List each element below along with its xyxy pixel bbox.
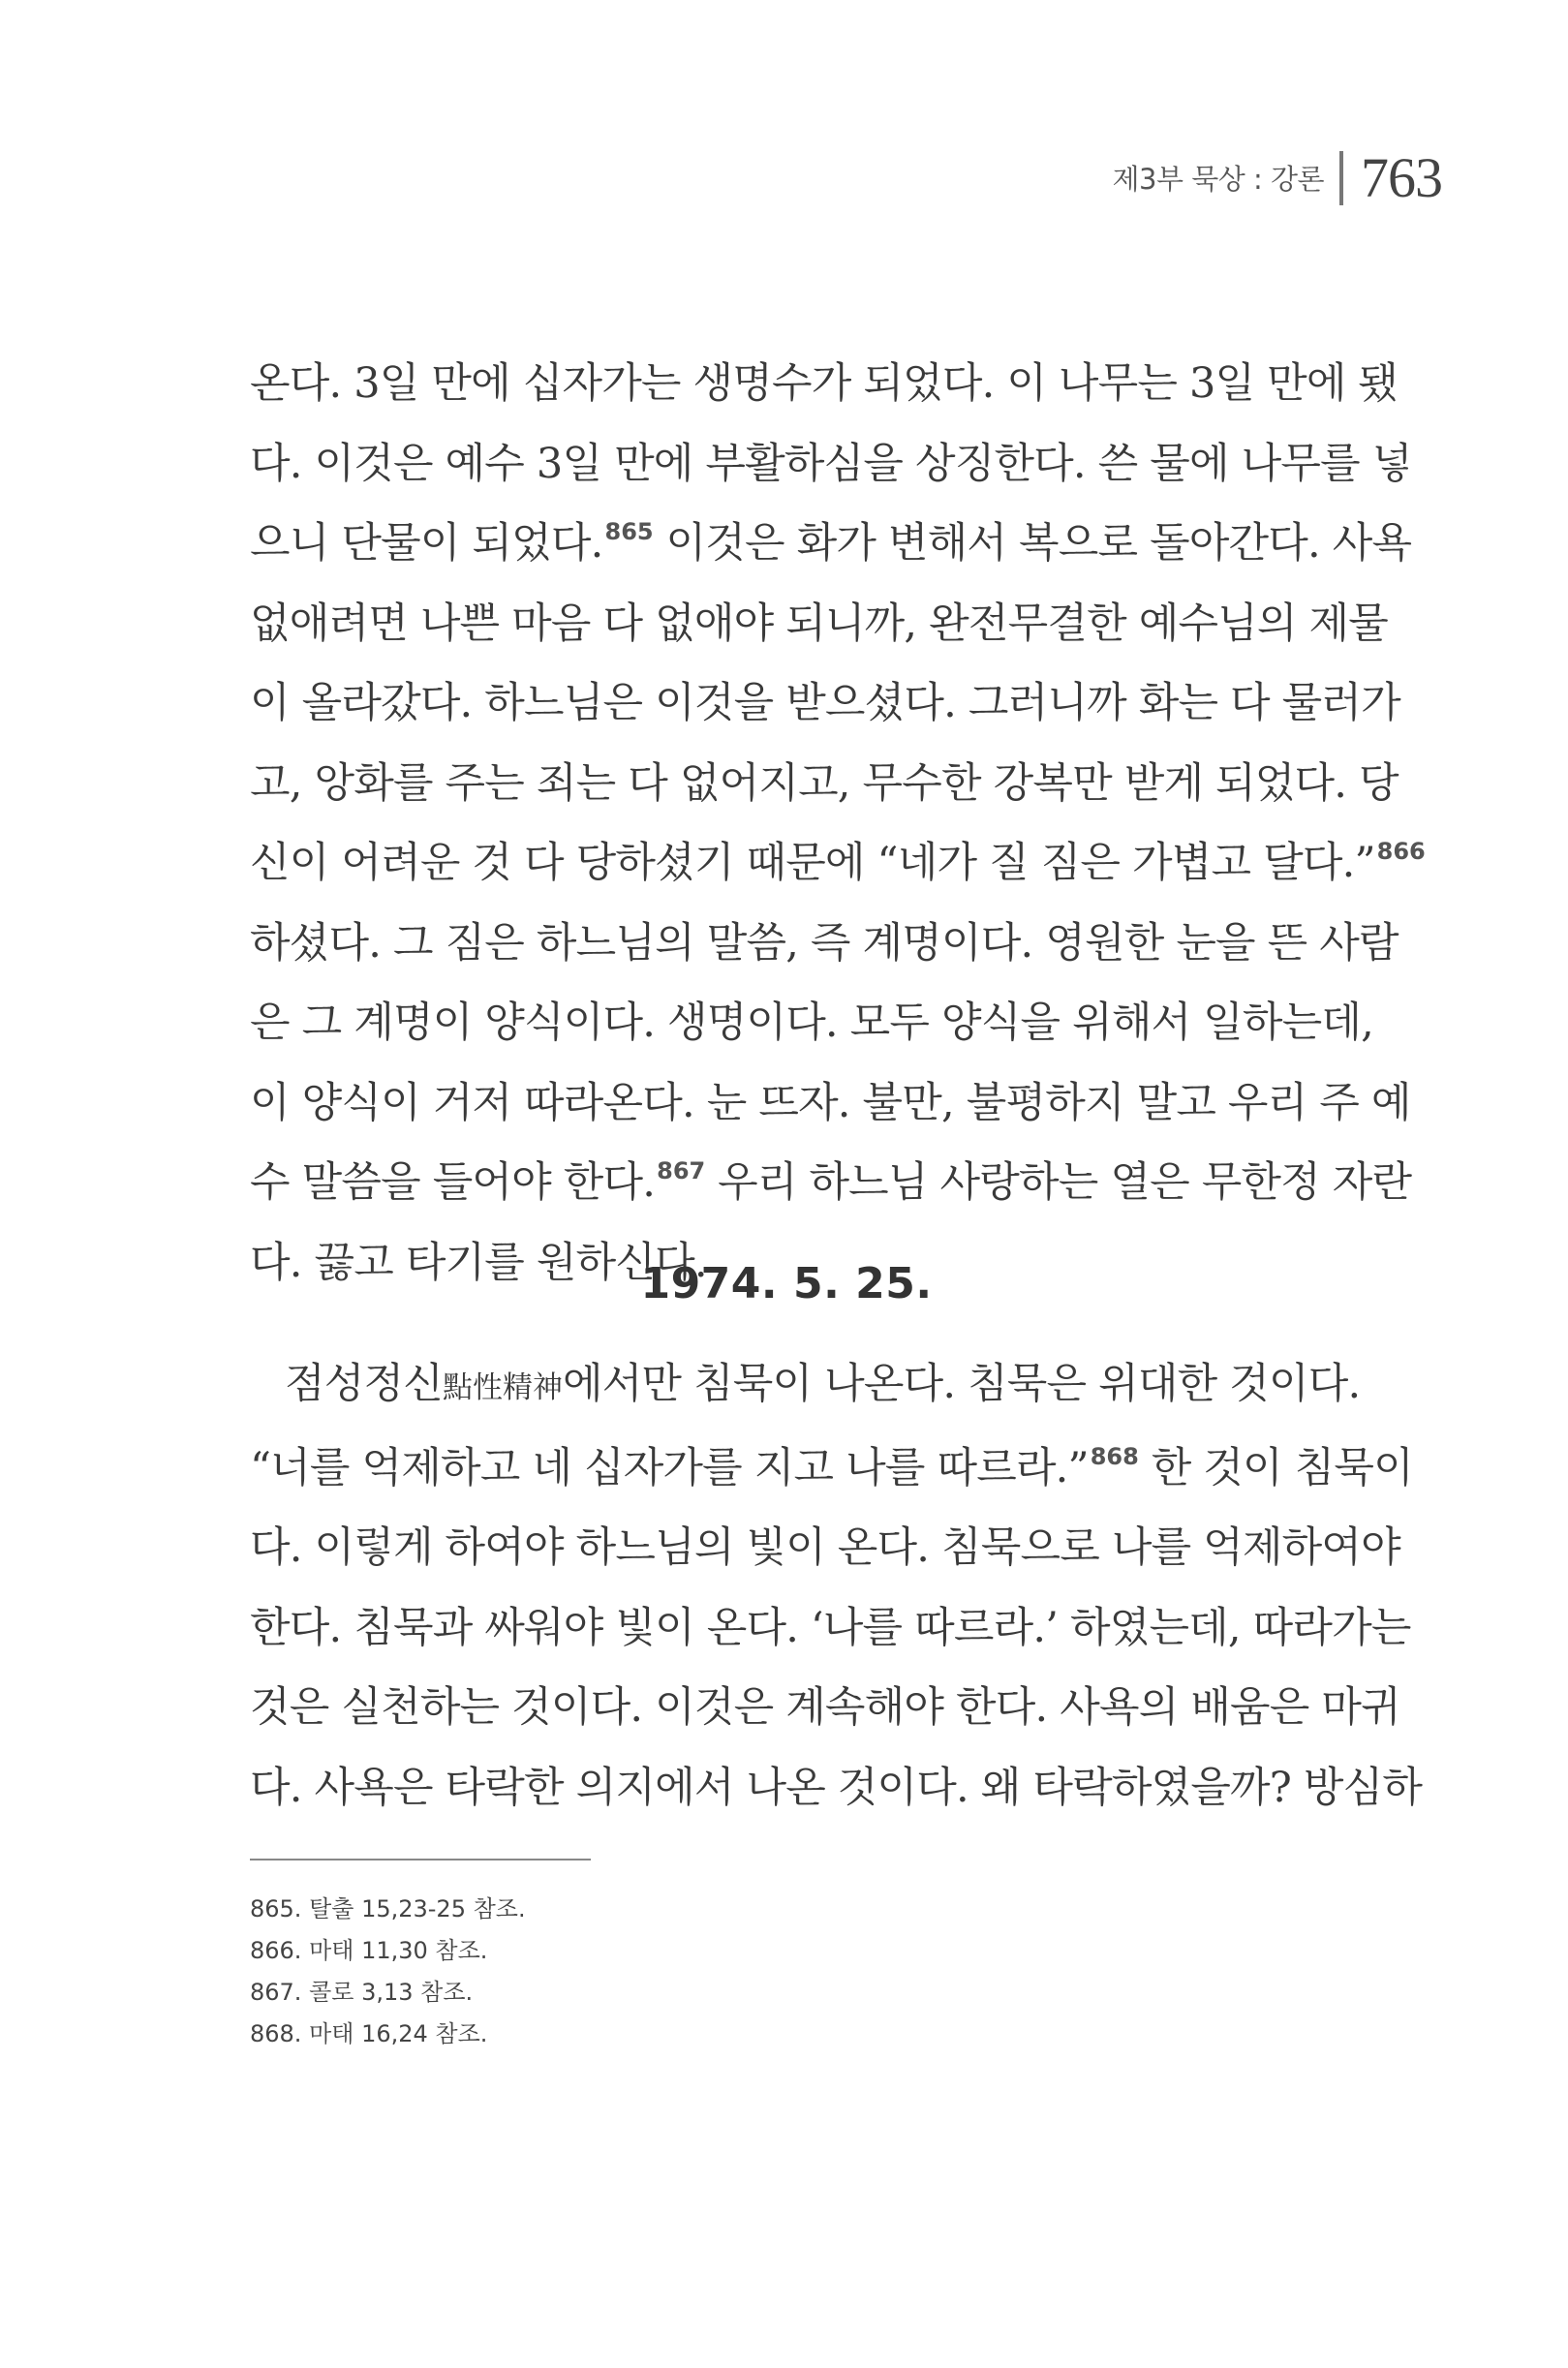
text-line: 없애려면 나쁜 마음 다 없애야 되니까, 완전무결한 예수님의 제물 (250, 599, 1389, 648)
text-segment: 한 것이 침묵이 (1138, 1443, 1413, 1492)
footnotes (250, 1889, 526, 2055)
text-line: 다. 이렇게 하여야 하느님의 빛이 온다. 침묵으로 나를 억제하여야 (250, 1523, 1400, 1572)
text-segment: “너를 억제하고 네 십자가를 지고 나를 따르라.” (250, 1443, 1089, 1492)
footnote-ref-867[interactable]: 867 (657, 1157, 706, 1184)
footnote-ref-866[interactable]: 866 (1376, 838, 1426, 865)
text-segment: 이것은 화가 변해서 복으로 돌아간다. 사욕 (653, 519, 1412, 568)
text-line: 온다. 3일 만에 십자가는 생명수가 되었다. 이 나무는 3일 만에 됐 (250, 359, 1399, 408)
text-line (250, 1143, 1412, 1223)
text-line: 다. 이것은 예수 3일 만에 부활하심을 상징한다. 쓴 물에 나무를 넣 (250, 439, 1412, 488)
footnote-868: 868. 마태 16,24 참조. (250, 2020, 488, 2047)
footnote-866: 866. 마태 11,30 참조. (250, 1937, 488, 1964)
text-line: 다. 사욕은 타락한 의지에서 나온 것이다. 왜 타락하였을까? 방심하 (250, 1763, 1423, 1812)
running-head (1113, 145, 1442, 210)
text-line (250, 1429, 1413, 1509)
page-number: 763 (1361, 146, 1442, 209)
text-line: 이 올라갔다. 하느님은 이것을 받으셨다. 그러니까 화는 다 물러가 (250, 679, 1400, 727)
text-line (250, 823, 1426, 904)
date-heading: 1974. 5. 25. (640, 1259, 933, 1308)
header-divider (1339, 151, 1343, 205)
footnote-865: 865. 탈출 15,23-25 참조. (250, 1895, 526, 1922)
text-line: 고, 앙화를 주는 죄는 다 없어지고, 무수한 강복만 받게 되었다. 당 (250, 758, 1399, 808)
text-line: 은 그 계명이 양식이다. 생명이다. 모두 양식을 위해서 일하는데, (250, 999, 1374, 1047)
text-segment: 신이 어려운 것 다 당하셨기 때문에 “네가 질 짐은 가볍고 달다.” (250, 839, 1375, 887)
text-segment: 으니 단물이 되었다. (250, 519, 603, 568)
footnote-867: 867. 콜로 3,13 참조. (250, 1979, 474, 2006)
text-line: 이 양식이 거저 따라온다. 눈 뜨자. 불만, 불평하지 말고 우리 주 예 (250, 1078, 1411, 1127)
text-line (250, 1344, 1361, 1429)
footnote-ref-865[interactable]: 865 (604, 518, 654, 545)
text-segment: 에서만 침묵이 나온다. 침묵은 위대한 것이다. (562, 1360, 1361, 1408)
text-line: 한다. 침묵과 싸워야 빛이 온다. ‘나를 따르라.’ 하였는데, 따라가는 (250, 1603, 1411, 1652)
text-line: 다. 끓고 타기를 원하신다. (250, 1238, 707, 1287)
hanja-term: 點性精神 (442, 1370, 563, 1405)
text-line (250, 504, 1412, 584)
text-segment: 수 말씀을 들어야 한다. (250, 1158, 656, 1207)
footnote-ref-868[interactable]: 868 (1090, 1442, 1139, 1470)
body-paragraph-1 (250, 344, 1426, 1303)
footnote-divider (250, 1859, 591, 1861)
text-segment: 점성정신 (285, 1360, 443, 1408)
running-title: 제3부 묵상 : 강론 (1112, 163, 1324, 196)
text-segment: 우리 하느님 사랑하는 열은 무한정 자란 (705, 1158, 1412, 1207)
text-line: 것은 실천하는 것이다. 이것은 계속해야 한다. 사욕의 배움은 마귀 (250, 1683, 1400, 1732)
text-line: 하셨다. 그 짐은 하느님의 말씀, 즉 계명이다. 영원한 눈을 뜬 사람 (250, 918, 1399, 968)
body-paragraph-2 (250, 1344, 1423, 1828)
